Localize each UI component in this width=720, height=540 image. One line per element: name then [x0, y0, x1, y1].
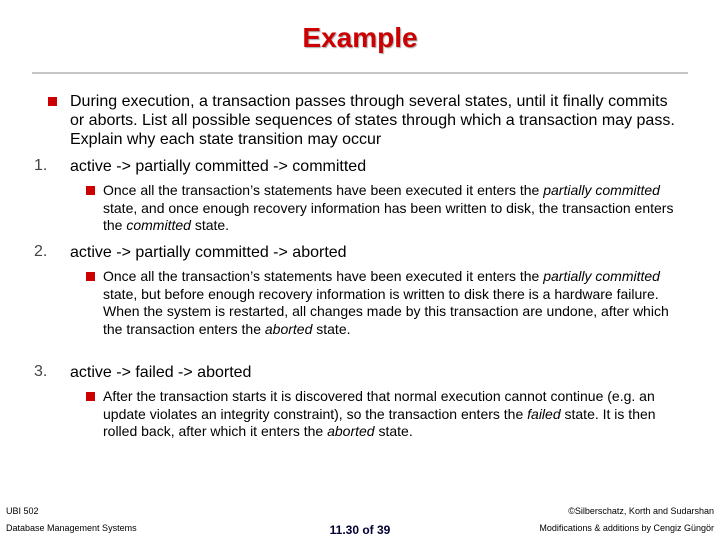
intro-text: During execution, a transaction passes through several states, until it finally commits or aborts. List all possible sequences of states through which a transaction may pass. Explain why each state transition may occur [70, 93, 675, 148]
state-name: failed [527, 405, 561, 422]
square-bullet-icon [86, 186, 95, 195]
detail-text: state. [190, 217, 230, 233]
item-detail [103, 182, 681, 235]
detail-text: Once all the transaction’s statements have been executed it enters the [103, 182, 544, 198]
detail-text: state. [312, 320, 351, 337]
footer-subject: Database Management Systems [6, 523, 137, 533]
state-name: committed [126, 217, 191, 233]
state-name: partially committed [543, 268, 660, 284]
item-heading: active -> failed -> aborted [70, 364, 252, 381]
item-number: 3. [34, 363, 48, 380]
title-divider [32, 72, 688, 74]
square-bullet-icon [86, 272, 95, 281]
footer-course: UBI 502 [6, 506, 39, 516]
detail-text: state, but before enough recovery information is written to disk there is a hardware failure. When the system is restarted, all changes made by this transaction are undone, after which the transaction enters the [103, 285, 669, 337]
detail-text: state. [374, 423, 413, 439]
item-heading: active -> partially committed -> committed [70, 158, 367, 175]
footer-modifications: Modifications & additions by Cengiz Güngör [539, 523, 714, 533]
square-bullet-icon [48, 97, 57, 106]
item-heading: active -> partially committed -> aborted [70, 244, 347, 261]
footer-copyright: ©Silberschatz, Korth and Sudarshan [568, 506, 714, 516]
detail-text: state, and once enough recovery information has been written to disk, the transaction enters the [103, 199, 674, 233]
slide-title: Example [302, 22, 418, 53]
state-name: aborted [264, 320, 313, 337]
detail-text: state. It is then rolled back, after which it enters the [103, 405, 656, 439]
item-detail [103, 268, 683, 338]
item-detail [103, 388, 683, 441]
page-number: 11.30 of 39 [329, 523, 391, 537]
detail-text: Once all the transaction’s statements have been executed it enters the [103, 268, 544, 284]
state-name: partially committed [543, 182, 660, 198]
state-name: aborted [327, 423, 375, 439]
detail-text: After the transaction starts it is discovered that normal execution cannot continue (e.g. an update violates an integrity constraint), so the transaction enters the [103, 388, 655, 422]
square-bullet-icon [86, 392, 95, 401]
item-number: 2. [34, 243, 48, 260]
item-number: 1. [34, 157, 48, 174]
